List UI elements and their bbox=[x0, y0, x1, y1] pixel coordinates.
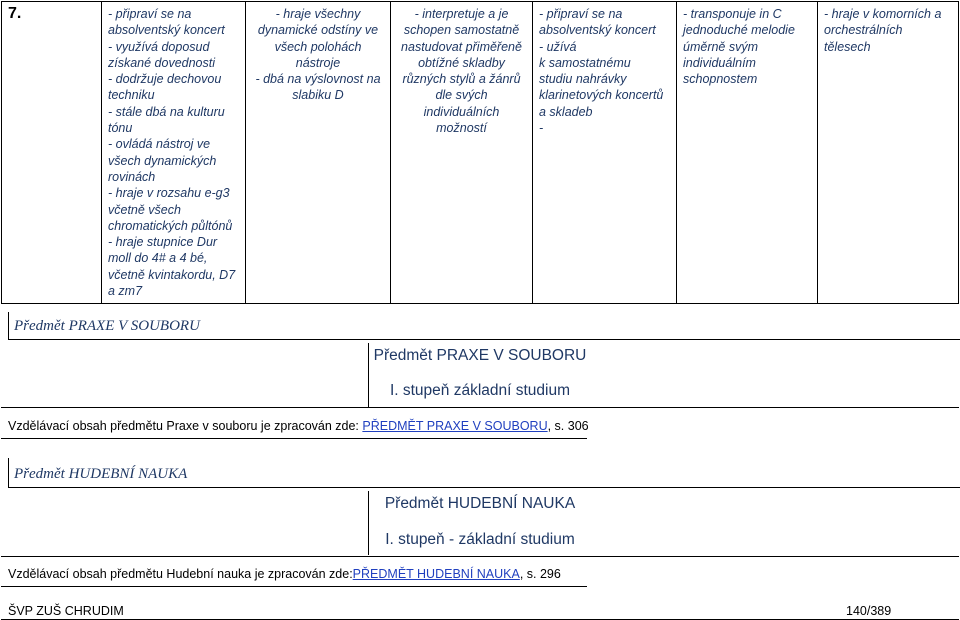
praxe-title: Předmět PRAXE V SOUBORU bbox=[373, 347, 587, 364]
section-label-nauka: Předmět HUDEBNÍ NAUKA bbox=[14, 466, 188, 482]
nauka-box-bottom bbox=[1, 556, 959, 557]
outcome-cell-ensemble: - hraje v komorních a orchestrálních tělesech bbox=[818, 2, 959, 304]
praxe-description bbox=[8, 419, 589, 433]
praxe-box-bottom bbox=[1, 407, 959, 408]
nauka-description-text: Vzdělávací obsah předmětu Hudební nauka je zpracován zde: bbox=[8, 567, 353, 581]
outcome-cell-technique: - připraví se na absolventský koncert - využívá doposud získané dovednosti - dodržuje dechovou techniku - stále dbá na kulturu tónu - ovládá nástroj ve všech dynamických rovinách - hraje v rozsahu e-g3 včetně všech chromatických půltónů - hraje stupnice Dur moll do 4# a 4 bé, včetně kvintakordu, D7 a zm7 bbox=[102, 2, 246, 304]
nauka-subtitle: I. stupeň - základní studium bbox=[385, 531, 575, 548]
section-label-nauka-left-border bbox=[8, 458, 9, 488]
praxe-subtitle: I. stupeň základní studium bbox=[389, 382, 571, 399]
outcome-cell-concert: - připraví se na absolventský koncert - užívá k samostatnému studiu nahrávky klarinetových koncertů a skladeb - bbox=[533, 2, 677, 304]
praxe-box-left bbox=[368, 343, 369, 407]
nauka-title: Předmět HUDEBNÍ NAUKA bbox=[384, 495, 576, 512]
section-label-praxe-bottom-border bbox=[8, 339, 960, 340]
praxe-description-text: Vzdělávací obsah předmětu Praxe v souboru je zpracován zde: bbox=[8, 419, 363, 433]
section-label-praxe: Předmět PRAXE V SOUBORU bbox=[14, 318, 200, 334]
praxe-link[interactable]: PŘEDMĚT PRAXE V SOUBORU bbox=[362, 419, 548, 433]
praxe-page-ref: , s. 306 bbox=[547, 419, 589, 433]
nauka-desc-bottom bbox=[1, 586, 587, 587]
outcomes-table bbox=[1, 1, 959, 304]
table-row bbox=[2, 2, 959, 304]
section-label-praxe-left-border bbox=[8, 312, 9, 340]
nauka-page-ref: , s. 296 bbox=[519, 567, 561, 581]
nauka-link[interactable]: PŘEDMĚT HUDEBNÍ NAUKA bbox=[352, 567, 520, 581]
outcome-cell-transposition: - transponuje in C jednoduché melodie úměrně svým individuálním schopnostem bbox=[677, 2, 818, 304]
nauka-box-left bbox=[368, 491, 369, 555]
nauka-description bbox=[8, 567, 561, 581]
section-label-nauka-bottom-border bbox=[8, 487, 960, 488]
praxe-desc-bottom bbox=[1, 438, 587, 439]
outcome-cell-interpretation: - interpretuje a je schopen samostatně nastudovat přiměřeně obtížné skladby různých stylů a žánrů dle svých individuálních možností bbox=[391, 2, 533, 304]
footer-page-number: 140/389 bbox=[846, 604, 892, 618]
footer-document-name: ŠVP ZUŠ CHRUDIM bbox=[8, 604, 124, 618]
grade-number: 7. bbox=[2, 2, 102, 304]
outcome-cell-dynamics: - hraje všechny dynamické odstíny ve všech polohách nástroje - dbá na výslovnost na slabiku D bbox=[246, 2, 391, 304]
